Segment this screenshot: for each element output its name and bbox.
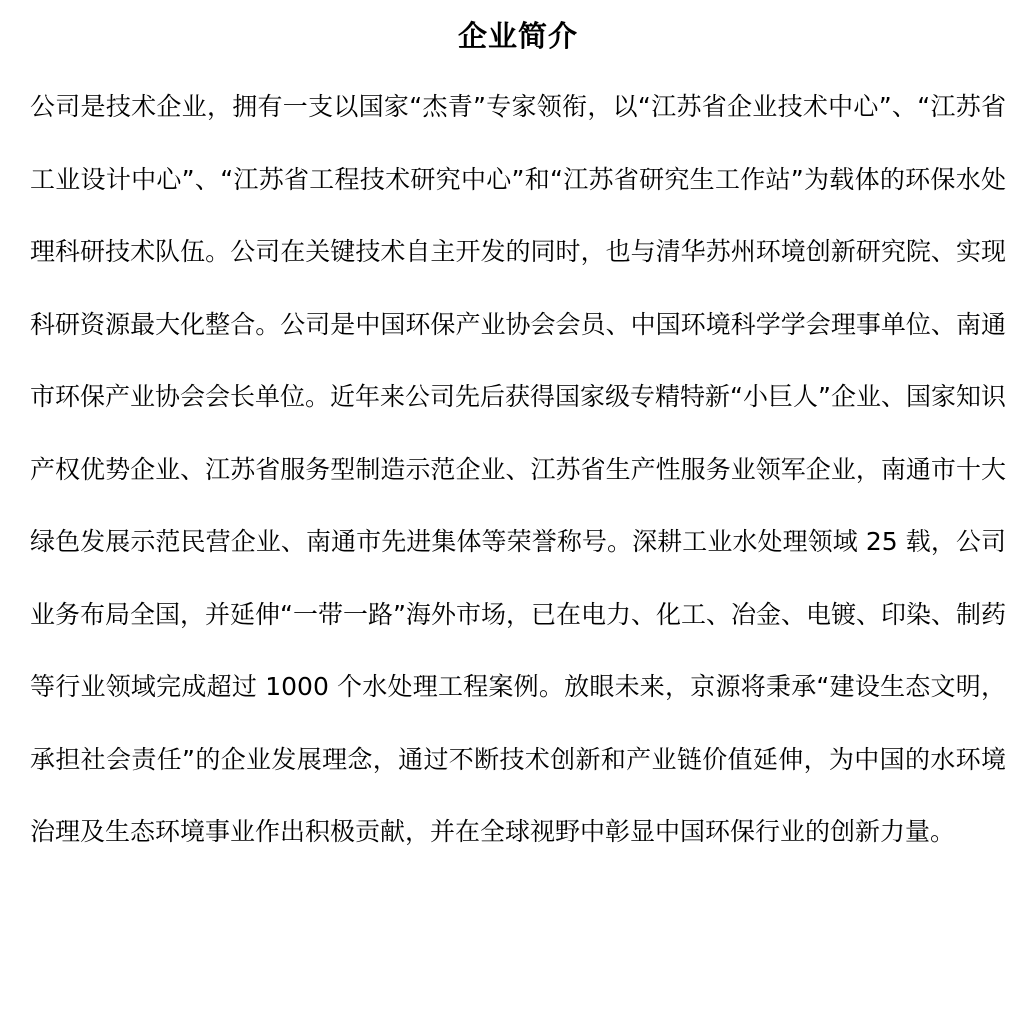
company-intro-paragraph: 公司是技术企业，拥有一支以国家“杰青”专家领衔，以“江苏省企业技术中心”、“江苏省工业设计中心”、“江苏省工程技术研究中心”和“江苏省研究生工作站”为载体的环保水处理科研技术队伍。公司在关键技术自主开发的同时，也与清华苏州环境创新研究院、实现科研资源最大化整合。公司是中国环保产业协会会员、中国环境科学学会理事单位、南通市环保产业协会会长单位。近年来公司先后获得国家级专精特新“小巨人”企业、国家知识产权优势企业、江苏省服务型制造示范企业、江苏省生产性服务业领军企业，南通市十大绿色发展示范民营企业、南通市先进集体等荣誉称号。深耕工业水处理领域 25 载，公司业务布局全国，并延伸“一带一路”海外市场，已在电力、化工、冶金、电镀、印染、制药等行业领域完成超过 1000 个水处理工程案例。放眼未来，京源将秉承“建设生态文明，承担社会责任”的企业发展理念，通过不断技术创新和产业链价值延伸，为中国的水环境治理及生态环境事业作出积极贡献，并在全球视野中彰显中国环保行业的创新力量。: [30, 92, 1006, 846]
document-title: 企业简介: [457, 19, 578, 53]
